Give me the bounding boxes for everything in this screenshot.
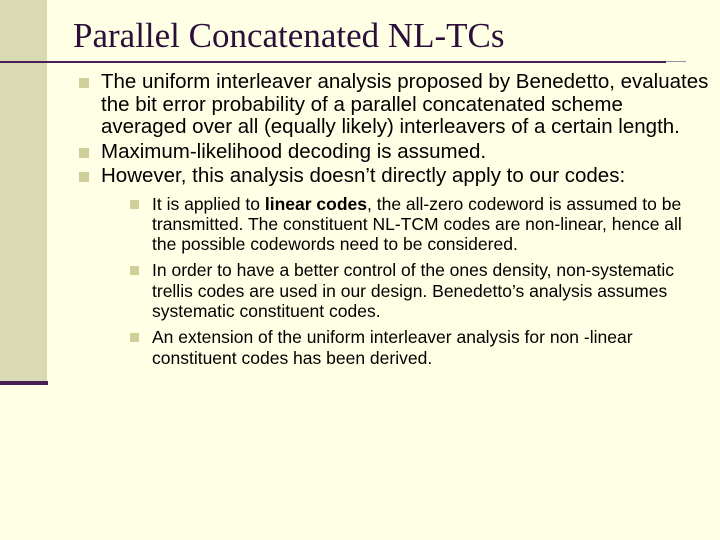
sub-bullet-text: An extension of the uniform interleaver analysis for non -linear constituent codes has been derived. — [152, 327, 633, 368]
bullet-text: Maximum-likelihood decoding is assumed. — [101, 139, 487, 163]
bullet-item — [79, 165, 709, 188]
sub-bullet-list — [130, 194, 709, 368]
bullet-text: However, this analysis doesn’t directly apply to our codes: — [101, 164, 626, 187]
title-underline-extension — [666, 61, 686, 62]
title-underline — [0, 61, 666, 63]
sub-bullet-item — [130, 260, 709, 321]
slide-body — [79, 71, 709, 374]
left-accent-rule — [0, 381, 48, 385]
sub-bullet-item — [130, 194, 709, 255]
square-bullet-icon — [130, 266, 139, 275]
bullet-item — [79, 71, 709, 139]
square-bullet-icon — [130, 200, 139, 209]
square-bullet-icon — [79, 148, 89, 158]
slide-title: Parallel Concatenated NL-TCs — [73, 16, 505, 55]
bullet-item — [79, 141, 709, 164]
sub-bullet-text-bold: linear codes — [264, 193, 367, 214]
square-bullet-icon — [79, 172, 89, 182]
square-bullet-icon — [130, 333, 139, 342]
bullet-text: The uniform interleaver analysis proposed by Benedetto, evaluates the bit error probability of a parallel concatenated scheme averaged over all (equally likely) interleavers of a certain length. — [101, 70, 709, 138]
left-accent-bar — [0, 0, 47, 384]
sub-bullet-text: In order to have a better control of the ones density, non-systematic trellis codes are used in our design. Benedetto’s analysis assumes systematic constituent codes. — [152, 260, 675, 321]
sub-bullet-item — [130, 327, 709, 368]
sub-bullet-text-pre: It is applied to — [152, 193, 265, 214]
square-bullet-icon — [79, 78, 89, 88]
sub-bullet-text-post: , the all-zero codeword is assumed to be transmitted. The constituent NL-TCM codes are non-linear, hence all the possible codewords need to be considered. — [152, 193, 682, 255]
